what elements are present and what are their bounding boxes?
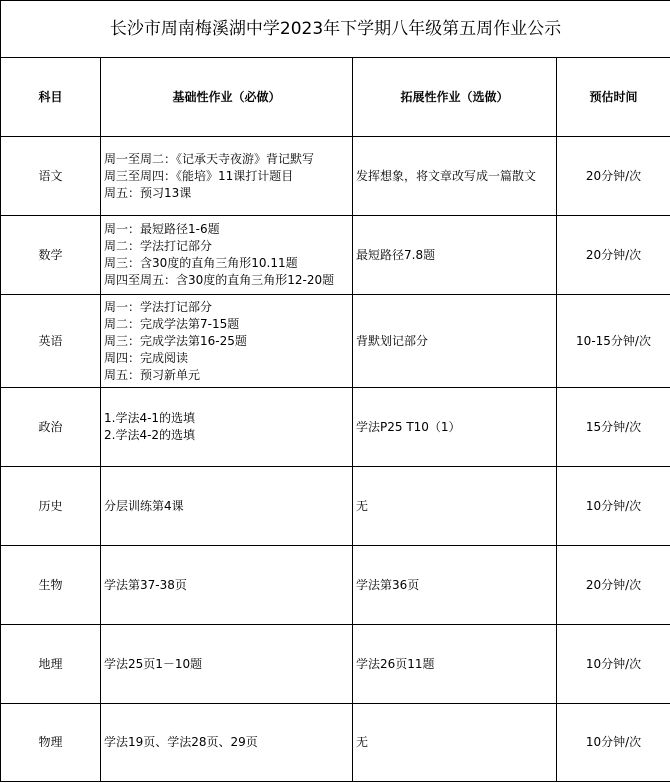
basic-homework-cell: [101, 216, 353, 295]
page-title: 长沙市周南梅溪湖中学2023年下学期八年级第五周作业公示: [1, 1, 670, 58]
subject-cell: 数学: [1, 216, 101, 295]
time-cell: 10分钟/次: [557, 704, 670, 782]
table-row: [1, 704, 670, 782]
time-cell: 20分钟/次: [557, 216, 670, 295]
basic-homework-cell: [101, 625, 353, 704]
extension-homework-cell: 学法第36页: [353, 546, 557, 625]
table-row: [1, 467, 670, 546]
basic-line: 周一：学法打记部分: [104, 299, 213, 314]
header-extension: 拓展性作业（选做）: [353, 58, 557, 137]
subject-cell: 历史: [1, 467, 101, 546]
extension-homework-cell: 学法P25 T10（1）: [353, 388, 557, 467]
basic-line: 周二：学法打记部分: [104, 239, 213, 253]
basic-line: 周三：含30度的直角三角形10.11题: [104, 256, 298, 270]
table-row: [1, 625, 670, 704]
table-row: [1, 137, 670, 216]
basic-line: 2.学法4-2的选填: [104, 428, 196, 442]
table-row: [1, 546, 670, 625]
basic-line: 周一：最短路径1-6题: [104, 222, 220, 236]
subject-cell: 生物: [1, 546, 101, 625]
subject-cell: 英语: [1, 295, 101, 388]
table-row: [1, 295, 670, 388]
time-cell: 20分钟/次: [557, 546, 670, 625]
extension-homework-cell: 无: [353, 467, 557, 546]
basic-line: 学法19页、学法28页、29页: [104, 735, 258, 749]
extension-homework-cell: 无: [353, 704, 557, 782]
extension-homework-cell: 发挥想象，将文章改写成一篇散文: [353, 137, 557, 216]
time-cell: 10分钟/次: [557, 625, 670, 704]
table-row: [1, 388, 670, 467]
extension-homework-cell: 最短路径7.8题: [353, 216, 557, 295]
time-cell: 15分钟/次: [557, 388, 670, 467]
basic-homework-cell: [101, 467, 353, 546]
basic-line: 周五：预习13课: [104, 185, 192, 200]
time-cell: 10分钟/次: [557, 467, 670, 546]
subject-cell: 政治: [1, 388, 101, 467]
extension-homework-cell: 背默划记部分: [353, 295, 557, 388]
basic-line: 周三至周四：《能培》11课打计题目: [104, 168, 294, 183]
basic-line: 周一至周二：《记承天寺夜游》背记默写: [104, 151, 315, 166]
extension-homework-cell: 学法26页11题: [353, 625, 557, 704]
time-cell: 10-15分钟/次: [557, 295, 670, 388]
table-row: [1, 216, 670, 295]
basic-line: 周二：完成学法第7-15题: [104, 316, 240, 331]
basic-line: 学法第37-38页: [104, 577, 187, 592]
subject-cell: 语文: [1, 137, 101, 216]
header-row: [1, 58, 670, 137]
subject-cell: 地理: [1, 625, 101, 704]
basic-line: 学法25页1－10题: [104, 656, 203, 671]
basic-homework-cell: [101, 388, 353, 467]
basic-line: 1.学法4-1的选填: [104, 411, 196, 425]
basic-homework-cell: [101, 546, 353, 625]
basic-line: 周四至周五：含30度的直角三角形12-20题: [104, 273, 335, 287]
title-row: [1, 1, 670, 58]
time-cell: 20分钟/次: [557, 137, 670, 216]
subject-cell: 物理: [1, 704, 101, 782]
basic-line: 分层训练第4课: [104, 498, 184, 513]
basic-homework-cell: [101, 704, 353, 782]
header-subject: 科目: [1, 58, 101, 137]
basic-line: 周四：完成阅读: [104, 350, 189, 365]
basic-homework-cell: [101, 295, 353, 388]
basic-line: 周五：预习新单元: [104, 367, 201, 382]
header-basic: 基础性作业（必做）: [101, 58, 353, 137]
basic-homework-cell: [101, 137, 353, 216]
header-time: 预估时间: [557, 58, 670, 137]
basic-line: 周三：完成学法第16-25题: [104, 333, 247, 348]
